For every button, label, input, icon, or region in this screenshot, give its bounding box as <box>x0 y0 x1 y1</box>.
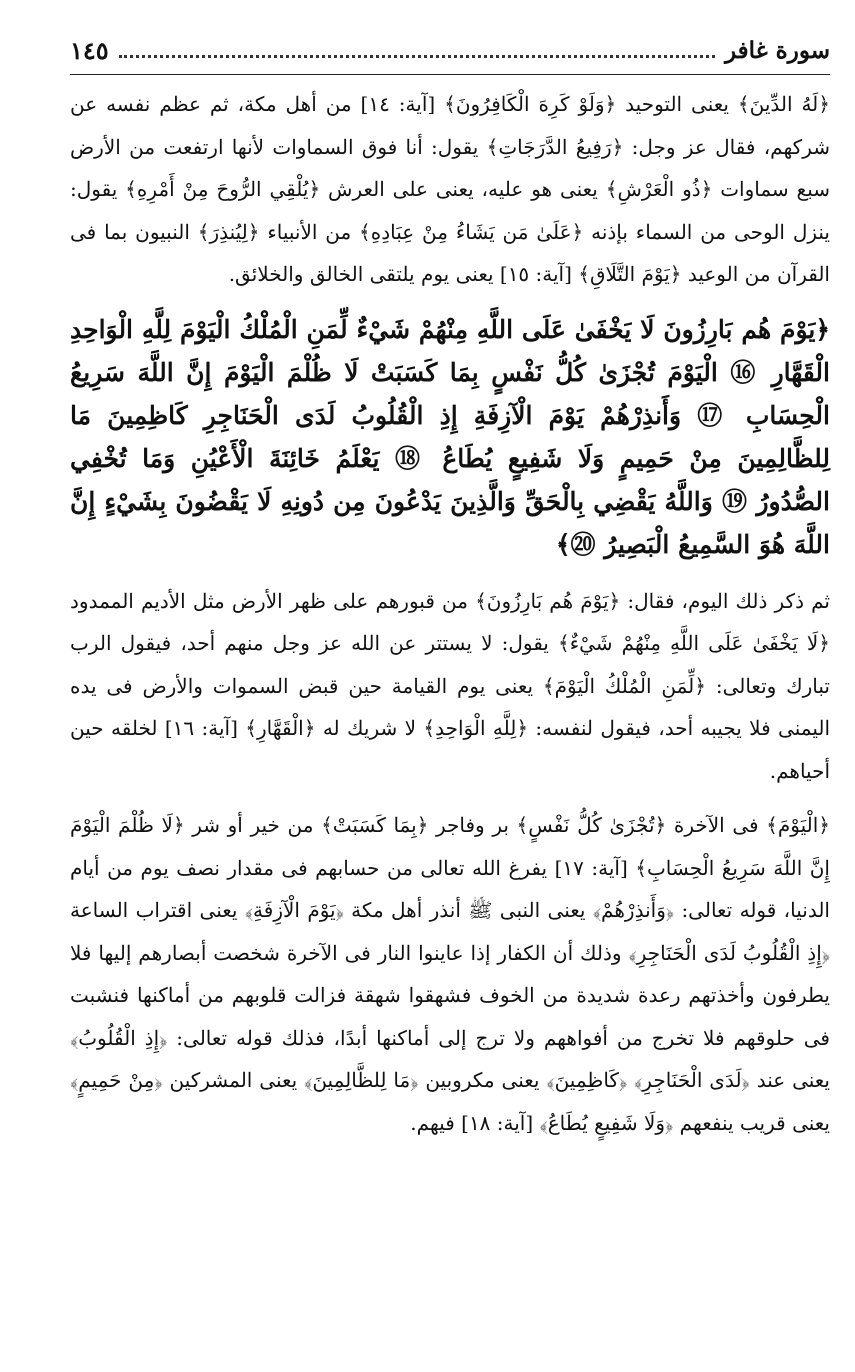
commentary-paragraph-2: ثم ذكر ذلك اليوم، فقال: ﴿يَوْمَ هُم بَارِزُونَ﴾ من قبورهم على ظهر الأرض مثل الأديم الممدود ﴿لَا يَخْفَىٰ عَلَى اللَّهِ مِنْهُمْ شَيْءٌ﴾ يقول: لا يستتر عن الله عز وجل منهم أحد، فيقول الرب تبارك وتعالى: ﴿لِّمَنِ الْمُلْكُ الْيَوْمَ﴾ يعنى يوم القيامة حين قبض السموات والأرض فى يده اليمنى فلا يجيبه أحد، فيقول لنفسه: ﴿لِلَّهِ الْوَاحِدِ﴾ لا شريك له ﴿الْقَهَّارِ﴾ [آية: ١٦] لخلقه حين أحياهم. <box>70 588 831 783</box>
sura-title: سورة غافر <box>724 36 830 64</box>
book-page <box>70 30 830 1144</box>
dotted-leader <box>119 54 715 58</box>
commentary-paragraph-1: ﴿لَهُ الدِّينَ﴾ يعنى التوحيد ﴿وَلَوْ كَرِهَ الْكَافِرُونَ﴾ [آية: ١٤] من أهل مكة، ثم عظم نفسه عن شركهم، فقال عز وجل: ﴿رَفِيعُ الدَّرَجَاتِ﴾ يقول: أنا فوق السماوات لأنها ارتفعت من الأرض سبع سماوات ﴿ذُو الْعَرْشِ﴾ يعنى هو عليه، يعنى على العرش ﴿يُلْقِي الرُّوحَ مِنْ أَمْرِهِ﴾ يقول: ينزل الوحى من السماء بإذنه ﴿عَلَىٰ مَن يَشَاءُ مِنْ عِبَادِهِ﴾ من الأنبياء ﴿لِيُنذِرَ﴾ النبيون بما فى القرآن من الوعيد ﴿يَوْمَ التَّلَاقِ﴾ [آية: ١٥] يعنى يوم يلتقى الخالق والخلائق. <box>70 92 830 286</box>
commentary-paragraph-3: ﴿الْيَوْمَ﴾ فى الآخرة ﴿تُجْزَىٰ كُلُّ نَفْسٍ﴾ بر وفاجر ﴿بِمَا كَسَبَتْ﴾ من خير أو شر ﴿لَا ظُلْمَ الْيَوْمَ إِنَّ اللَّهَ سَرِيعُ الْحِسَابِ﴾ [آية: ١٧] يفرغ الله تعالى من حسابهم فى مقدار نصف يوم من أيام الدنيا، قوله تعالى: ﴿وَأَنذِرْهُمْ﴾ يعنى النبى ﷺ أنذر أهل مكة ﴿يَوْمَ الْآزِفَةِ﴾ يعنى اقتراب الساعة ﴿إِذِ الْقُلُوبُ لَدَى الْحَنَاجِرِ﴾ وذلك أن الكفار إذا عاينوا النار فى الآخرة شخصت أبصارهم إليها فلا يطرفون وأخذتهم رعدة شديدة من الخوف فشهقوا شهقة فزالت قلوبهم من أماكنها فنشبت فى حلوقهم فلا تخرج من أفواههم ولا ترج إلى أماكنها أبدًا، فذلك قوله تعالى: ﴿إِذِ الْقُلُوبُ﴾ يعنى عند ﴿لَدَى الْحَنَاجِرِ﴾ ﴿كَاظِمِينَ﴾ يعنى مكروبين ﴿مَا لِلظَّالِمِينَ﴾ يعنى المشركين ﴿مِنْ حَمِيمٍ﴾ يعنى قريب ينفعهم ﴿وَلَا شَفِيعٍ يُطَاعُ﴾ [آية: ١٨] فيهم. <box>70 813 830 1135</box>
page-header <box>70 30 830 75</box>
quran-verses-block: ﴿يَوْمَ هُم بَارِزُونَ لَا يَخْفَىٰ عَلَى اللَّهِ مِنْهُمْ شَيْءٌ لِّمَنِ الْمُلْكُ الْيَوْمَ لِلَّهِ الْوَاحِدِ الْقَهَّارِ ⑯ الْيَوْمَ تُجْزَىٰ كُلُّ نَفْسٍ بِمَا كَسَبَتْ لَا ظُلْمَ الْيَوْمَ إِنَّ اللَّهَ سَرِيعُ الْحِسَابِ ⑰ وَأَنذِرْهُمْ يَوْمَ الْآزِفَةِ إِذِ الْقُلُوبُ لَدَى الْحَنَاجِرِ كَاظِمِينَ مَا لِلظَّالِمِينَ مِنْ حَمِيمٍ وَلَا شَفِيعٍ يُطَاعُ ⑱ يَعْلَمُ خَائِنَةَ الْأَعْيُنِ وَمَا تُخْفِي الصُّدُورُ ⑲ وَاللَّهُ يَقْضِي بِالْحَقِّ وَالَّذِينَ يَدْعُونَ مِن دُونِهِ لَا يَقْضُونَ بِشَيْءٍ إِنَّ اللَّهَ هُوَ السَّمِيعُ الْبَصِيرُ ⑳﴾ <box>70 314 830 559</box>
page-number: ١٤٥ <box>70 35 109 65</box>
